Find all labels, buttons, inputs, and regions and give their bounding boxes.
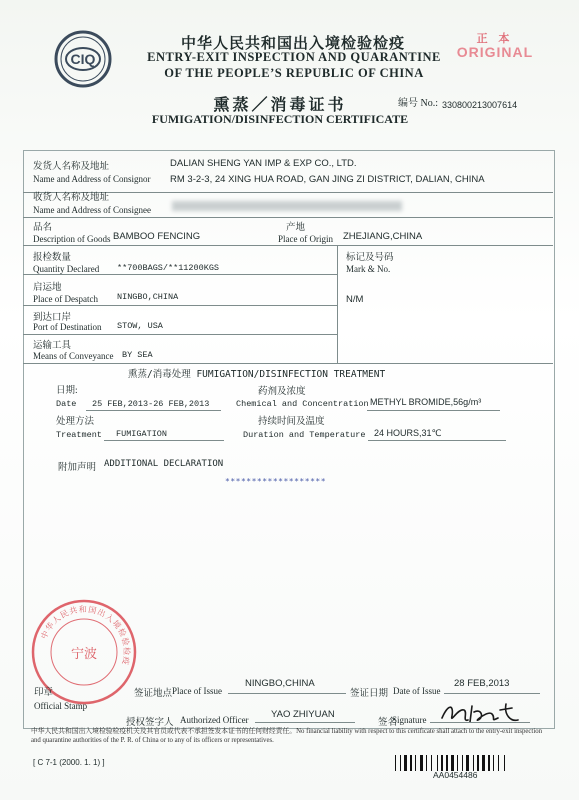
- additional-label-zh: 附加声明: [58, 463, 97, 473]
- stamp-label-en: Official Stamp: [34, 701, 88, 711]
- barcode-bar: [488, 755, 490, 771]
- barcode-bar: [400, 755, 401, 771]
- barcode-bar: [426, 755, 427, 771]
- origin-label-zh: 产地: [286, 223, 306, 233]
- certificate-number: 330800213007614: [442, 100, 518, 110]
- barcode-icon: [395, 755, 535, 771]
- original-mark-en: ORIGINAL: [456, 44, 534, 60]
- method-label-zh: 处理方法: [56, 417, 95, 427]
- barcode-bar: [473, 755, 474, 771]
- quantity-label-en: Quantity Declared: [33, 264, 100, 274]
- chemical-label-en: Chemical and Concentration: [236, 399, 369, 409]
- additional-label-en: ADDITIONAL DECLARATION: [104, 459, 224, 469]
- rule-conveyance: [23, 363, 553, 364]
- consignor-address: RM 3-2-3, 24 XING HUA ROAD, GAN JING ZI DISTRICT, DALIAN, CHINA: [170, 174, 485, 185]
- barcode-bar: [462, 755, 463, 771]
- date-issue-label-zh: 签证日期: [350, 689, 389, 699]
- barcode-bar: [504, 755, 505, 771]
- duration-value: 24 HOURS,31℃: [374, 428, 442, 438]
- stamp-city: 宁波: [70, 647, 98, 662]
- barcode-bar: [437, 755, 438, 771]
- treatment-date-value: 25 FEB,2013-26 FEB,2013: [92, 399, 210, 409]
- place-label-en: Place of Issue: [172, 686, 222, 696]
- conveyance-value: BY SEA: [122, 350, 153, 360]
- destination-label-en: Port of Destination: [33, 322, 102, 332]
- consignor-label-en: Name and Address of Consignor: [33, 174, 151, 184]
- barcode-bar: [451, 755, 454, 771]
- rule-chemical: [367, 410, 500, 411]
- goods-value: BAMBOO FENCING: [113, 231, 201, 242]
- date-issue-label-en: Date of Issue: [393, 686, 441, 696]
- barcode-bar: [457, 755, 458, 771]
- authority-name-zh: 中华人民共和国出入境检验检疫: [180, 36, 405, 52]
- treatment-heading: 熏蒸/消毒处理 FUMIGATION/DISINFECTION TREATMENT: [128, 369, 386, 380]
- goods-label-zh: 品名: [33, 223, 53, 233]
- destination-label-zh: 到达口岸: [33, 313, 72, 323]
- origin-label-en: Place of Origin: [278, 234, 333, 244]
- barcode-bar: [441, 755, 443, 771]
- officer-value: YAO ZHIYUAN: [271, 709, 335, 720]
- chemical-label-zh: 药剂及浓度: [258, 387, 306, 397]
- place-label-zh: 签证地点: [134, 689, 173, 699]
- conveyance-label-zh: 运输工具: [33, 341, 72, 351]
- sign-label-en: Signature: [392, 715, 427, 725]
- certificate-title-en: FUMIGATION/DISINFECTION CERTIFICATE: [151, 112, 409, 126]
- certificate-title-zh: 熏蒸／消毒证书: [213, 97, 347, 114]
- rule-date-issue: [444, 693, 540, 694]
- method-label-en: Treatment: [56, 430, 102, 440]
- rule-duration: [368, 440, 506, 441]
- barcode-bar: [482, 755, 485, 771]
- consignee-label-zh: 收货人名称及地址: [33, 193, 110, 203]
- quantity-value: **700BAGS/**11200KGS: [117, 263, 220, 273]
- despatch-label-en: Place of Despatch: [33, 294, 98, 304]
- barcode-bar: [477, 755, 479, 771]
- method-value: FUMIGATION: [116, 429, 168, 439]
- form-version: [ C 7-1 (2000. 1. 1) ]: [33, 758, 105, 767]
- barcode-bar: [431, 755, 432, 771]
- marks-label-en: Mark & No.: [346, 264, 391, 274]
- officer-label-zh: 授权签字人: [126, 718, 174, 728]
- barcode-bar: [395, 755, 396, 771]
- treatment-date-label-en: Date: [56, 399, 77, 409]
- barcode-bar: [410, 755, 412, 771]
- stamp-label-zh: 印章: [34, 688, 54, 698]
- serial-number: AA0454486: [433, 770, 478, 780]
- ciq-logo-icon: [52, 28, 114, 90]
- barcode-bar: [466, 755, 469, 771]
- additional-stars: *******************: [225, 477, 327, 486]
- barcode-bar: [498, 755, 499, 771]
- treatment-date-label-zh: 日期:: [56, 386, 78, 396]
- rule-signature: [430, 722, 530, 723]
- consignee-label-en: Name and Address of Consignee: [33, 205, 151, 215]
- sign-label-zh: 签名: [378, 718, 398, 728]
- duration-label-en: Duration and Temperature: [243, 430, 366, 440]
- liability-note-zh: 中华人民共和国出入境检验检疫机关及其官员或代表不承担签发本证书的任何财经责任。: [31, 728, 297, 735]
- goods-label-en: Description of Goods: [33, 234, 111, 244]
- barcode-bar: [446, 755, 448, 771]
- consignor-name: DALIAN SHENG YAN IMP & EXP CO., LTD.: [170, 158, 357, 169]
- barcode-bar: [420, 755, 423, 771]
- stamp-ring-text: 中华人民共和国出入境检验检疫: [39, 604, 132, 667]
- marks-label-zh: 标记及号码: [346, 253, 394, 263]
- marks-value: N/M: [346, 294, 364, 305]
- consignor-label-zh: 发货人名称及地址: [33, 162, 110, 172]
- rule-consignee: [23, 217, 553, 218]
- origin-value: ZHEJIANG,CHINA: [343, 231, 423, 242]
- officer-label-en: Authorized Officer: [180, 715, 249, 725]
- rule-place: [228, 693, 346, 694]
- conveyance-label-en: Means of Conveyance: [33, 351, 114, 361]
- liability-note: [31, 727, 546, 745]
- destination-value: STOW, USA: [117, 321, 163, 331]
- original-mark-zh: 正 本: [476, 33, 514, 45]
- rule-despatch: [23, 305, 337, 306]
- rule-destination: [23, 334, 337, 335]
- rule-quantity: [23, 274, 337, 275]
- barcode-bar: [415, 755, 416, 771]
- rule-goods: [23, 245, 553, 246]
- barcode-bar: [404, 755, 407, 771]
- quantity-label-zh: 报检数量: [33, 253, 72, 263]
- chemical-value: METHYL BROMIDE,56g/m³: [370, 397, 482, 407]
- despatch-label-zh: 启运地: [33, 283, 62, 293]
- date-issue-value: 28 FEB,2013: [454, 678, 510, 689]
- rule-treatment-date: [86, 410, 221, 411]
- rule-method: [104, 440, 224, 441]
- logo-text: CIQ: [70, 51, 96, 67]
- liability-note-en: No financial liability with respect to this certificate shall attach to the entry-exit inspection and quarantine authorities of the P. R. of China or to any of its officers or representatives.: [31, 728, 543, 744]
- duration-label-zh: 持续时间及温度: [258, 417, 325, 427]
- authority-name-en-line2: OF THE PEOPLE’S REPUBLIC OF CHINA: [164, 66, 424, 80]
- column-divider: [337, 245, 338, 363]
- certificate-number-label: 编号 No.:: [398, 98, 438, 109]
- authority-name-en-line1: ENTRY-EXIT INSPECTION AND QUARANTINE: [147, 50, 441, 64]
- rule-officer: [255, 722, 355, 723]
- consignee-redacted: [172, 201, 402, 211]
- place-value: NINGBO,CHINA: [245, 678, 315, 689]
- despatch-value: NINGBO,CHINA: [117, 292, 179, 302]
- barcode-bar: [493, 755, 494, 771]
